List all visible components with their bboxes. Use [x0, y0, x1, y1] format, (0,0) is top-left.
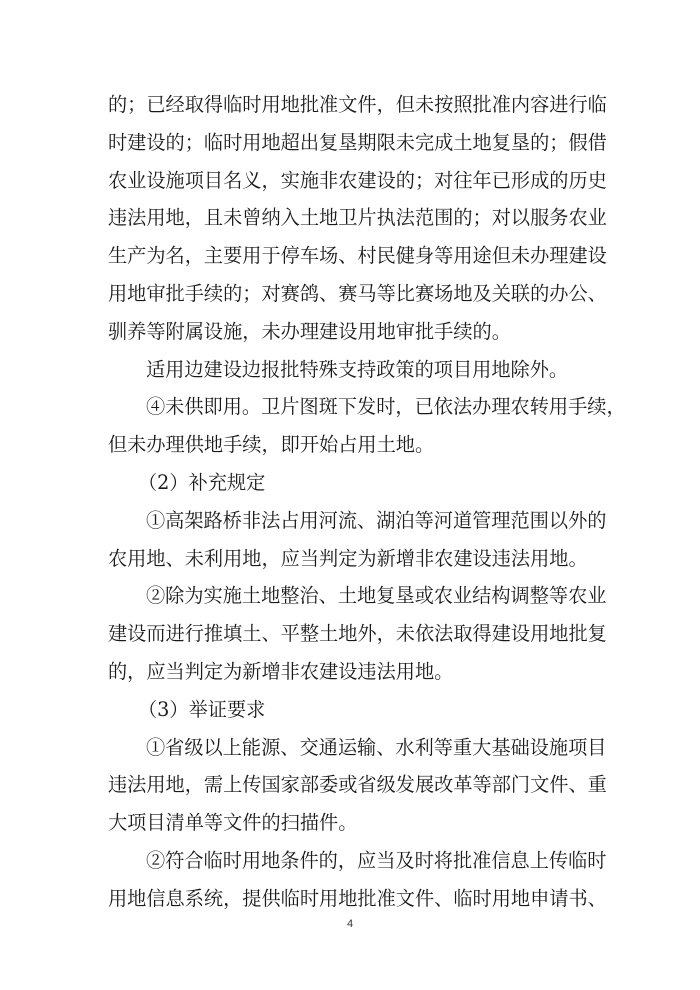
text-line: 违法用地，且未曾纳入土地卫片执法范围的；对以服务农业: [108, 206, 607, 229]
text-line: ①省级以上能源、交通运输、水利等重大基础设施项目: [146, 736, 607, 759]
text-line: 的，应当判定为新增非农建设违法用地。: [108, 660, 454, 683]
text-line: 农业设施项目名义，实施非农建设的；对往年已形成的历史: [108, 169, 607, 192]
text-line: 适用边建设边报批特殊支持政策的项目用地除外。: [146, 358, 569, 381]
text-line: 驯养等附属设施，未办理建设用地审批手续的。: [108, 320, 511, 343]
text-line: 时建设的；临时用地超出复垦期限未完成土地复垦的；假借: [108, 131, 607, 154]
text-line: 违法用地，需上传国家部委或省级发展改革等部门文件、重: [108, 773, 607, 796]
text-line: ②除为实施土地整治、土地复垦或农业结构调整等农业: [146, 584, 607, 607]
page-number: 4: [346, 918, 354, 930]
text-line: ①高架路桥非法占用河流、湖泊等河道管理范围以外的: [146, 509, 607, 532]
text-line: 生产为名，主要用于停车场、村民健身等用途但未办理建设: [108, 244, 607, 267]
text-line: ④未供即用。卫片图斑下发时，已依法办理农转用手续，: [146, 395, 626, 418]
text-line: 用地审批手续的；对赛鸽、赛马等比赛场地及关联的办公、: [108, 282, 607, 305]
text-line: ②符合临时用地条件的，应当及时将批准信息上传临时: [146, 849, 607, 872]
section-heading: （3）举证要求: [138, 698, 266, 721]
text-line: 农用地、未利用地，应当判定为新增非农建设违法用地。: [108, 547, 588, 570]
text-line: 用地信息系统，提供临时用地批准文件、临时用地申请书、: [108, 887, 607, 910]
text-line: 建设而进行推填土、平整土地外，未依法取得建设用地批复: [108, 622, 607, 645]
text-line: 但未办理供地手续，即开始占用土地。: [108, 433, 435, 456]
text-line: 大项目清单等文件的扫描件。: [108, 811, 358, 834]
text-line: 的；已经取得临时用地批准文件，但未按照批准内容进行临: [108, 93, 607, 116]
section-heading: （2）补充规定: [138, 471, 266, 494]
